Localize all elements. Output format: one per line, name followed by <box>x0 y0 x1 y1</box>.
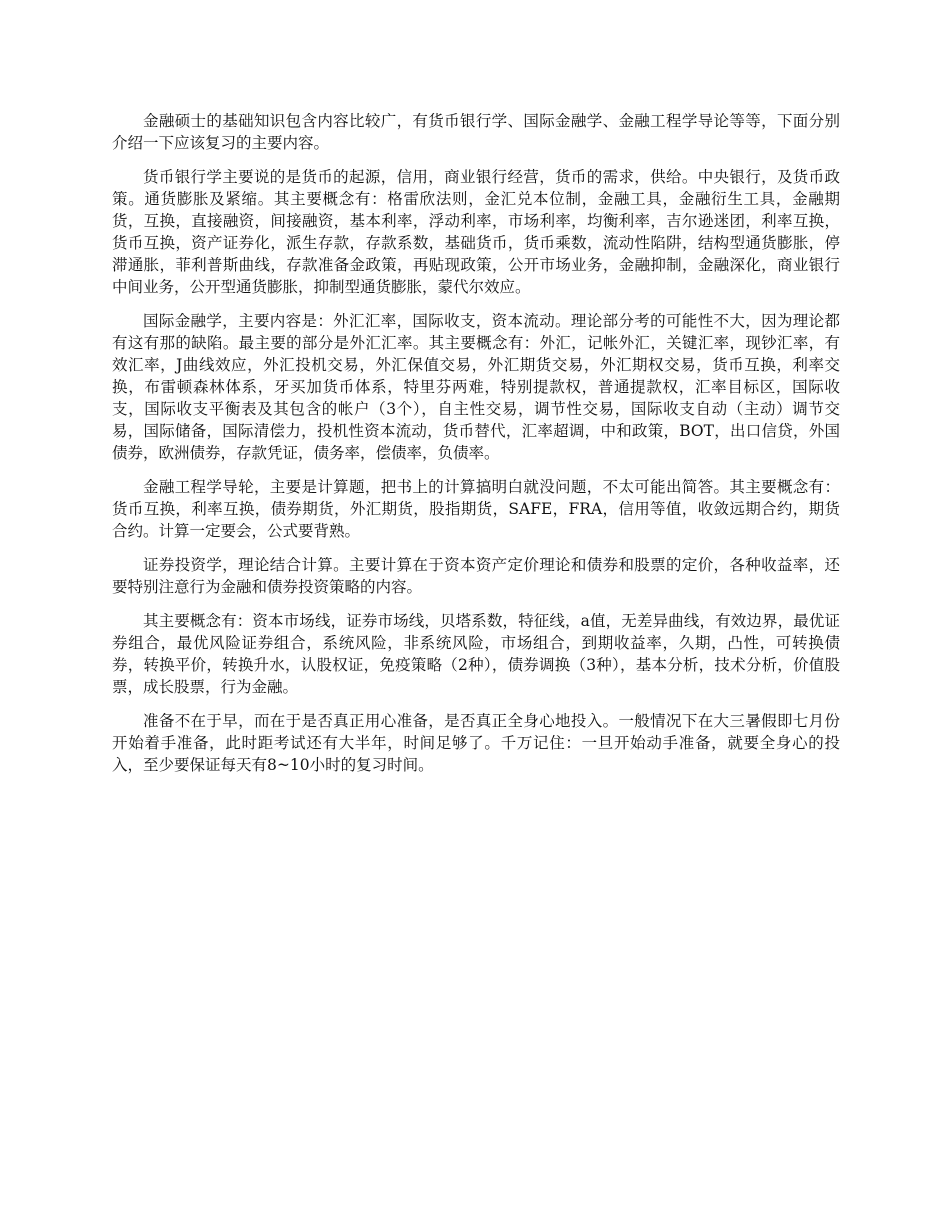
paragraph-intro: 金融硕士的基础知识包含内容比较广，有货币银行学、国际金融学、金融工程学导论等等，下面分别介绍一下应该复习的主要内容。 <box>112 112 840 152</box>
paragraph-money-banking: 货币银行学主要说的是货币的起源，信用，商业银行经营，货币的需求，供给。中央银行，及货币政策。通货膨胀及紧缩。其主要概念有：格雷欣法则，金汇兑本位制，金融工具，金融衍生工具，金融期货，互换，直接融资，间接融资，基本利率，浮动利率，市场利率，均衡利率，吉尔逊迷团，利率互换，货币互换，资产证券化，派生存款，存款系数，基础货币，货币乘数，流动性陷阱，结构型通货膨胀，停滞通胀，菲利普斯曲线，存款准备金政策，再贴现政策，公开市场业务，金融抑制，金融深化，商业银行中间业务，公开型通货膨胀，抑制型通货膨胀，蒙代尔效应。 <box>112 168 840 296</box>
paragraph-preparation-advice: 准备不在于早，而在于是否真正用心准备，是否真正全身心地投入。一般情况下在大三暑假即七月份开始着手准备，此时距考试还有大半年，时间足够了。千万记住：一旦开始动手准备，就要全身心的投入，至少要保证每天有8~10小时的复习时间。 <box>112 712 840 774</box>
paragraph-securities-concepts: 其主要概念有：资本市场线，证券市场线，贝塔系数，特征线，a值，无差异曲线，有效边界，最优证券组合，最优风险证券组合，系统风险，非系统风险，市场组合，到期收益率，久期，凸性，可转换债券，转换平价，转换升水，认股权证，免疫策略（2种），债券调换（3种），基本分析，技术分析，价值股票，成长股票，行为金融。 <box>112 612 840 696</box>
paragraph-international-finance: 国际金融学，主要内容是：外汇汇率，国际收支，资本流动。理论部分考的可能性不大，因为理论都有这有那的缺陷。最主要的部分是外汇汇率。其主要概念有：外汇，记帐外汇，关键汇率，现钞汇率，有效汇率，J曲线效应，外汇投机交易，外汇保值交易，外汇期货交易，外汇期权交易，货币互换，利率交换，布雷顿森林体系，牙买加货币体系，特里芬两难，特别提款权，普通提款权，汇率目标区，国际收支，国际收支平衡表及其包含的帐户（3个），自主性交易，调节性交易，国际收支自动（主动）调节交易，国际储备，国际清偿力，投机性资本流动，货币替代，汇率超调，中和政策，BOT，出口信贷，外国债券，欧洲债券，存款凭证，债务率，偿债率，负债率。 <box>112 312 840 462</box>
paragraph-financial-engineering: 金融工程学导轮，主要是计算题，把书上的计算搞明白就没问题，不太可能出简答。其主要概念有：货币互换，利率互换，债券期货，外汇期货，股指期货，SAFE，FRA，信用等值，收敛远期合约，期货合约。计算一定要会，公式要背熟。 <box>112 478 840 540</box>
document-body <box>112 110 840 788</box>
paragraph-securities-investment: 证券投资学，理论结合计算。主要计算在于资本资产定价理论和债券和股票的定价，各种收益率，还要特别注意行为金融和债券投资策略的内容。 <box>112 556 840 596</box>
